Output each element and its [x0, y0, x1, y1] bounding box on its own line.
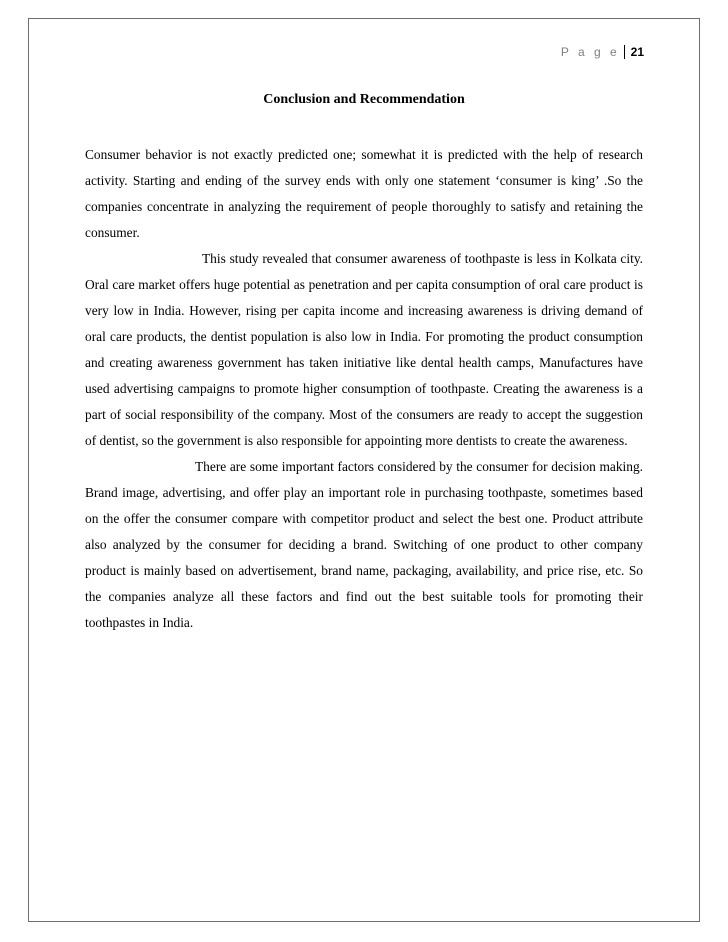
paragraph-3: There are some important factors considered by the consumer for decision making. Brand image, advertising, and offer play an important role in purchasing toothpaste, sometimes based on the offer the consumer compare with competitor product and select the best one. Product attribute also analyzed by the consumer for deciding a brand. Switching of one product to other company product is mainly based on advertisement, brand name, packaging, availability, and price rise, etc. So the companies analyze all these factors and find out the best suitable tools for promoting their toothpastes in India. — [85, 459, 643, 630]
page-title: Conclusion and Recommendation — [263, 92, 465, 107]
page-number: 21 — [630, 45, 644, 59]
page-number-divider — [624, 45, 625, 59]
paragraph-1: Consumer behavior is not exactly predicted one; somewhat it is predicted with the help of research activity. Starting and ending of the survey ends with only one statement ‘consumer is king’ .So the companies concentrate in analyzing the requirement of people thoroughly to satisfy and retaining the consumer. — [85, 147, 643, 240]
page-header — [561, 45, 644, 59]
paragraph-2: This study revealed that consumer awareness of toothpaste is less in Kolkata city. Oral care market offers huge potential as penetration and per capita consumption of oral care product is very low in India. However, rising per capita income and increasing awareness is driving demand of oral care products, the dentist population is also low in India. For promoting the product consumption and creating awareness government has taken initiative like dental health camps, Manufactures have used advertising campaigns to promote higher consumption of toothpaste. Creating the awareness is a part of social responsibility of the company. Most of the consumers are ready to accept the suggestion of dentist, so the government is also responsible for appointing more dentists to create the awareness. — [85, 251, 643, 448]
page-label: P a g e — [560, 45, 620, 59]
document-body — [85, 142, 643, 636]
